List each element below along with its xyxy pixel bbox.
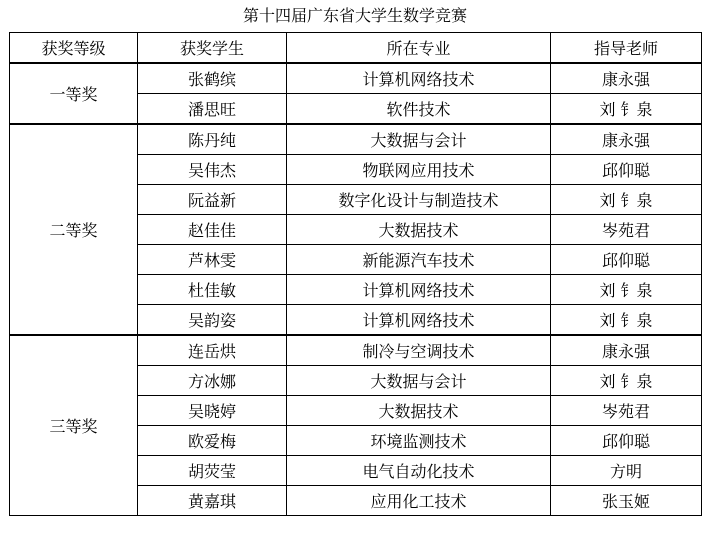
student-cell: 吴韵姿 [138,305,287,336]
student-cell: 芦林雯 [138,245,287,275]
student-cell: 陈丹纯 [138,124,287,155]
student-cell: 欧爱梅 [138,426,287,456]
major-cell: 大数据与会计 [287,124,551,155]
teacher-cell: 康永强 [551,124,702,155]
teacher-cell: 方明 [551,456,702,486]
table-row [10,63,702,94]
major-cell: 计算机网络技术 [287,63,551,94]
major-cell: 物联网应用技术 [287,155,551,185]
major-cell: 大数据与会计 [287,366,551,396]
student-cell: 杜佳敏 [138,275,287,305]
teacher-cell: 邱仰聪 [551,155,702,185]
teacher-cell: 岑苑君 [551,215,702,245]
major-cell: 大数据技术 [287,215,551,245]
major-cell: 数字化设计与制造技术 [287,185,551,215]
major-cell: 大数据技术 [287,396,551,426]
award-level-cell: 二等奖 [10,124,138,335]
major-cell: 新能源汽车技术 [287,245,551,275]
teacher-cell: 张玉姬 [551,486,702,516]
student-cell: 潘思旺 [138,94,287,125]
page-title: 第十四届广东省大学生数学竞赛 [242,6,467,25]
group-third-prize [10,335,702,516]
major-cell: 环境监测技术 [287,426,551,456]
teacher-cell: 康永强 [551,335,702,366]
teacher-cell: 刘 钅泉 [551,366,702,396]
header-teacher: 指导老师 [551,33,702,64]
student-cell: 张鹤缤 [138,63,287,94]
major-cell: 电气自动化技术 [287,456,551,486]
student-cell: 阮益新 [138,185,287,215]
student-cell: 连岳烘 [138,335,287,366]
student-cell: 吴晓婷 [138,396,287,426]
major-cell: 制冷与空调技术 [287,335,551,366]
major-cell: 软件技术 [287,94,551,125]
student-cell: 方冰娜 [138,366,287,396]
table-row [10,124,702,155]
award-level-cell: 一等奖 [10,63,138,124]
header-student: 获奖学生 [138,33,287,64]
teacher-cell: 康永强 [551,63,702,94]
student-cell: 黄嘉琪 [138,486,287,516]
header-row [10,33,702,64]
student-cell: 胡荧莹 [138,456,287,486]
student-cell: 赵佳佳 [138,215,287,245]
teacher-cell: 刘 钅泉 [551,94,702,125]
awards-table [9,32,702,516]
group-first-prize [10,63,702,124]
header-level: 获奖等级 [10,33,138,64]
teacher-cell: 邱仰聪 [551,245,702,275]
award-level-cell: 三等奖 [10,335,138,516]
major-cell: 计算机网络技术 [287,275,551,305]
teacher-cell: 刘 钅泉 [551,305,702,336]
header-major: 所在专业 [287,33,551,64]
table-header [10,33,702,64]
teacher-cell: 刘 钅泉 [551,275,702,305]
teacher-cell: 岑苑君 [551,396,702,426]
major-cell: 计算机网络技术 [287,305,551,336]
major-cell: 应用化工技术 [287,486,551,516]
group-second-prize [10,124,702,335]
teacher-cell: 刘 钅泉 [551,185,702,215]
student-cell: 吴伟杰 [138,155,287,185]
table-row [10,335,702,366]
teacher-cell: 邱仰聪 [551,426,702,456]
